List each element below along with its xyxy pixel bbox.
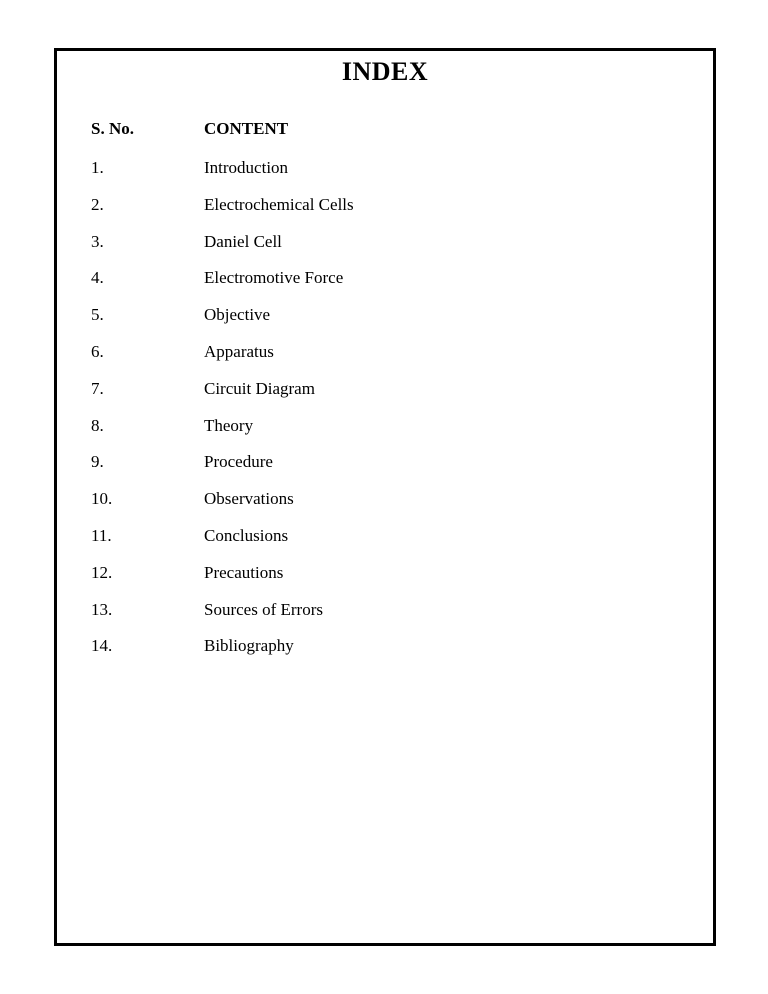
row-number: 2. bbox=[91, 194, 104, 214]
row-number: 1. bbox=[91, 158, 104, 177]
row-content: Bibliography bbox=[204, 636, 294, 656]
index-row bbox=[57, 452, 713, 489]
index-row bbox=[57, 489, 713, 526]
row-content: Conclusions bbox=[204, 525, 289, 545]
index-list bbox=[57, 158, 713, 673]
index-row bbox=[57, 563, 713, 600]
page-border bbox=[54, 48, 716, 946]
index-row bbox=[57, 268, 713, 305]
row-number: 9. bbox=[91, 452, 104, 472]
index-row bbox=[57, 379, 713, 416]
index-row bbox=[57, 158, 713, 195]
row-content: Observations bbox=[204, 489, 294, 509]
row-content: Theory bbox=[204, 415, 254, 435]
row-number: 4. bbox=[91, 268, 104, 288]
index-row bbox=[57, 526, 713, 563]
column-header-sno: S. No. bbox=[91, 119, 134, 138]
index-row bbox=[57, 305, 713, 342]
row-content: Apparatus bbox=[204, 341, 274, 361]
row-content: Objective bbox=[204, 305, 271, 325]
row-number: 11. bbox=[91, 525, 112, 545]
row-content: Procedure bbox=[204, 452, 273, 472]
index-row bbox=[57, 416, 713, 453]
row-number: 7. bbox=[91, 378, 104, 398]
row-content: Precautions bbox=[204, 562, 284, 582]
index-row bbox=[57, 232, 713, 269]
row-content: Sources of Errors bbox=[204, 599, 323, 619]
row-number: 13. bbox=[91, 599, 113, 619]
row-number: 6. bbox=[91, 341, 104, 361]
index-row bbox=[57, 600, 713, 637]
row-content: Daniel Cell bbox=[204, 231, 282, 251]
row-content: Electrochemical Cells bbox=[204, 194, 354, 214]
row-number: 8. bbox=[91, 415, 104, 435]
row-number: 10. bbox=[91, 489, 113, 509]
column-header-content: CONTENT bbox=[204, 119, 289, 138]
index-row bbox=[57, 342, 713, 379]
row-content: Electromotive Force bbox=[204, 268, 344, 288]
index-row bbox=[57, 636, 713, 673]
index-row bbox=[57, 195, 713, 232]
row-number: 5. bbox=[91, 305, 104, 325]
row-content: Circuit Diagram bbox=[204, 378, 315, 398]
row-number: 14. bbox=[91, 636, 113, 656]
page-title: INDEX bbox=[341, 57, 429, 86]
row-number: 3. bbox=[91, 231, 104, 251]
row-content: Introduction bbox=[204, 158, 289, 177]
row-number: 12. bbox=[91, 562, 113, 582]
